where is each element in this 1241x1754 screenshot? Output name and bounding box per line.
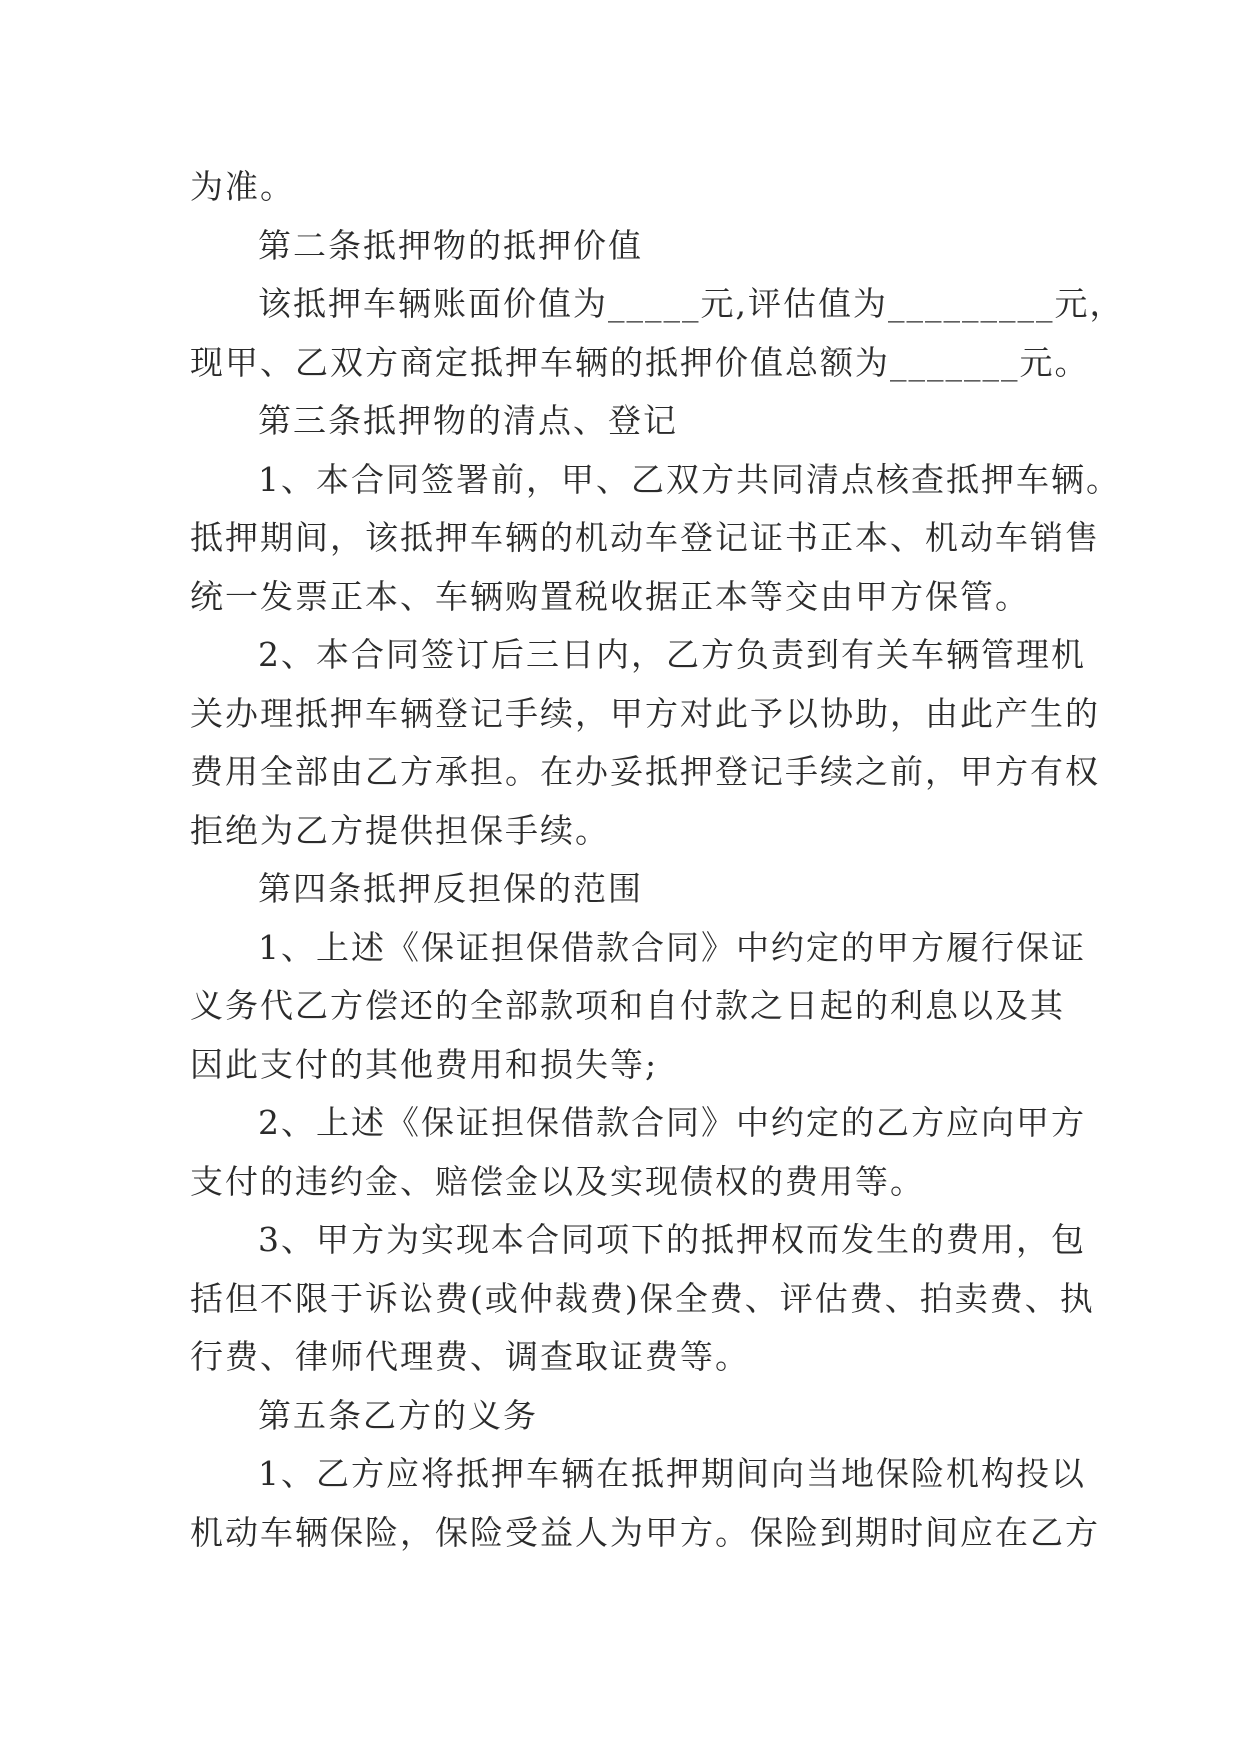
text-line: 现甲、乙双方商定抵押车辆的抵押价值总额为_______元。 xyxy=(190,342,1090,382)
text-line: 因此支付的其他费用和损失等; xyxy=(190,1044,659,1084)
article-heading: 第三条抵押物的清点、登记 xyxy=(258,401,678,440)
article-heading: 第五条乙方的义务 xyxy=(258,1395,538,1435)
article-heading: 第四条抵押反担保的范围 xyxy=(258,869,643,908)
text-line: 括但不限于诉讼费(或仲裁费)保全费、评估费、拍卖费、执 xyxy=(190,1278,1095,1318)
text-line: 拒绝为乙方提供担保手续。 xyxy=(190,810,610,850)
text-line: 义务代乙方偿还的全部款项和自付款之日起的利息以及其 xyxy=(190,986,1065,1025)
text-line: 抵押期间，该抵押车辆的机动车登记证书正本、机动车销售 xyxy=(190,518,1100,557)
text-line: 行费、律师代理费、调查取证费等。 xyxy=(190,1337,750,1376)
text-line: 1、本合同签署前，甲、乙双方共同清点核查抵押车辆。 xyxy=(258,459,1121,499)
text-line: 费用全部由乙方承担。在办妥抵押登记手续之前，甲方有权 xyxy=(190,752,1100,791)
text-line: 机动车辆保险，保险受益人为甲方。保险到期时间应在乙方 xyxy=(190,1512,1100,1552)
text-line: 统一发票正本、车辆购置税收据正本等交由甲方保管。 xyxy=(190,576,1030,616)
text-line: 支付的违约金、赔偿金以及实现债权的费用等。 xyxy=(190,1161,925,1201)
text-line: 2、本合同签订后三日内，乙方负责到有关车辆管理机 xyxy=(258,635,1086,674)
text-line: 3、甲方为实现本合同项下的抵押权而发生的费用，包 xyxy=(258,1220,1086,1259)
text-line: 1、上述《保证担保借款合同》中约定的甲方履行保证 xyxy=(258,927,1086,967)
document-body xyxy=(190,158,1125,1562)
article-heading: 第二条抵押物的抵押价值 xyxy=(258,225,643,265)
text-line: 2、上述《保证担保借款合同》中约定的乙方应向甲方 xyxy=(258,1103,1086,1142)
text-line: 为准。 xyxy=(190,167,295,206)
text-line: 该抵押车辆账面价值为_____元,评估值为_________元， xyxy=(258,284,1125,323)
text-line: 1、乙方应将抵押车辆在抵押期间向当地保险机构投以 xyxy=(258,1454,1086,1493)
text-line: 关办理抵押车辆登记手续，甲方对此予以协助，由此产生的 xyxy=(190,693,1100,733)
